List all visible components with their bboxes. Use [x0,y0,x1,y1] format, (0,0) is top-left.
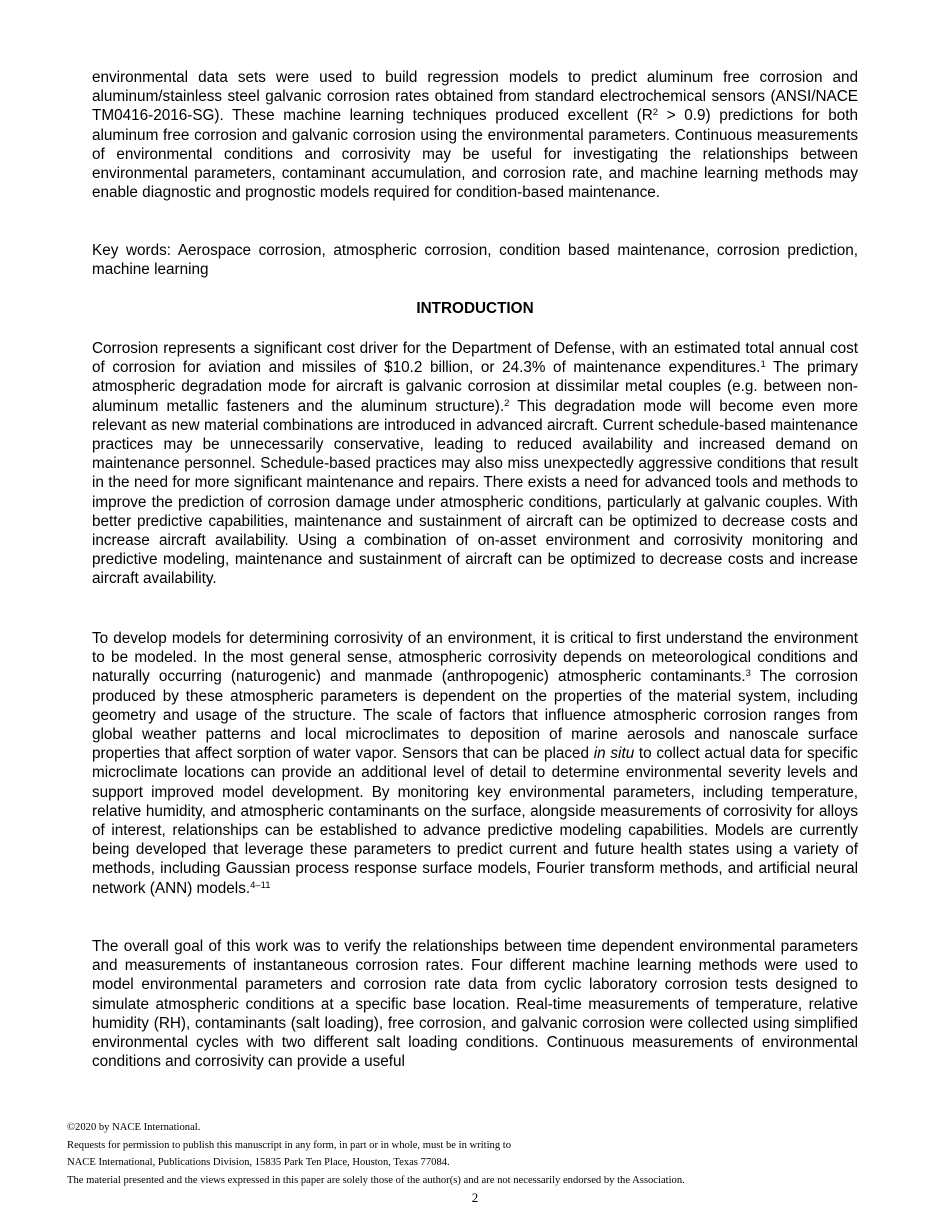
keywords: Key words: Aerospace corrosion, atmospheric corrosion, condition based maintenance, corrosion prediction, machine learning [92,242,858,279]
page-number: 2 [471,1190,479,1205]
permission-line: Requests for permission to publish this manuscript in any form, in part or in whole, must be in writing to [67,1139,512,1151]
intro-paragraph-2: To develop models for determining corrosivity of an environment, it is critical to first understand the environment to be modeled. In the most general sense, atmospheric corrosivity depends on meteorological conditions and naturally occurring (naturogenic) and manmade (anthropogenic) atmospheric contaminants.$^3$ The corrosion produced by these atmospheric parameters is dependent on the properties of the material system, including geometry and usage of the structure. The scale of factors that influence atmospheric corrosion ranges from global weather patterns and local microclimates to deposition of marine aerosols and nanoscale surface properties that affect sorption of water vapor. Sensors that can be placed in situ to collect actual data for specific microclimate locations can provide an additional level of detail to determine environmental severity levels and support improved model development. By monitoring key environmental parameters, including temperature, relative humidity, and atmospheric contaminants on the surface, alongside measurements of corrosivity for alloys of interest, relationships can be established to advance predictive modeling capabilities. Models are currently being developed that leverage these parameters to predict current and future health states using a variety of methods, including Gaussian process response surface models, Fourier transform methods, and artificial neural network (ANN) models.$^{4-11}$ [92,630,859,897]
abstract-paragraph: environmental data sets were used to build regression models to predict aluminum free corrosion and aluminum/stainless steel galvanic corrosion rates obtained from standard electrochemical sensors (ANSI/NACE TM0416-2016-SG). These machine learning techniques produced excellent $(R^2 > 0.9)$ predictions for both aluminum free corrosion and galvanic corrosion using the environmental parameters. Continuous measurements of environmental conditions and corrosivity may be useful for investigating the relationships between environmental parameters, contaminant accumulation, and corrosion rate, and machine learning methods may enable diagnostic and prognostic models required for condition-based maintenance. [92,69,859,202]
italic-term: in situ [593,745,635,763]
citation-ref: 2 [504,397,510,409]
section-heading-introduction: INTRODUCTION [416,300,534,317]
citation-ref: 1 [760,359,766,371]
copyright-line: ©2020 by NACE International. [67,1122,201,1133]
citation-ref: 4–11 [250,879,271,891]
intro-paragraph-3: The overall goal of this work was to verify the relationships between time dependent environmental parameters and measurements of instantaneous corrosion rates. Four different machine learning methods were used to model environmental parameters and corrosion rate data from cyclic laboratory corrosion tests designed to simulate atmospheric conditions at a specific base location. Real-time measurements of temperature, relative humidity (RH), contaminants (salt loading), free corrosion, and galvanic corrosion were collected using simplified environmental cycles with two different salt loading conditions. Continuous measurements of environmental conditions and corrosivity can provide a useful [92,938,858,1071]
superscript-2: 2 [652,107,659,119]
citation-ref: 3 [745,668,751,680]
abstract-continuation [92,68,858,202]
page-footer [67,1119,887,1189]
intro-paragraph-1: Corrosion represents a significant cost driver for the Department of Defense, with an estimated total annual cost of corrosion for aviation and missiles of $10.2 billion, or 24.3% of maintenance expenditures.$^1$ The primary atmospheric degradation mode for aircraft is galvanic corrosion at dissimilar metal couples (e.g. between non-aluminum metallic fasteners and the aluminum structure).$^2$ This degradation mode will become even more relevant as new material combinations are introduced in advanced aircraft. Current schedule-based maintenance practices may be unnecessarily conservative, leading to reduced availability and increased demand on maintenance personnel. Schedule-based practices may also miss unexpectedly aggressive conditions that result in the need for more significant maintenance and repairs. There exists a need for advanced tools and methods to improve the prediction of corrosion damage under atmospheric conditions, particularly at galvanic couples. With better predictive capabilities, maintenance and sustainment of aircraft can be optimized to decrease costs and increase aircraft availability. Using a combination of on-asset environment and corrosivity monitoring and predictive modeling, maintenance and sustainment of aircraft can be optimized to decrease costs and increase aircraft availability. [92,340,858,588]
address-line: NACE International, Publications Division, 15835 Park Ten Place, Houston, Texas 77084. [67,1157,450,1168]
disclaimer-line: The material presented and the views expressed in this paper are solely those of the author(s) and are not necessarily endorsed by the Association. [67,1174,685,1186]
